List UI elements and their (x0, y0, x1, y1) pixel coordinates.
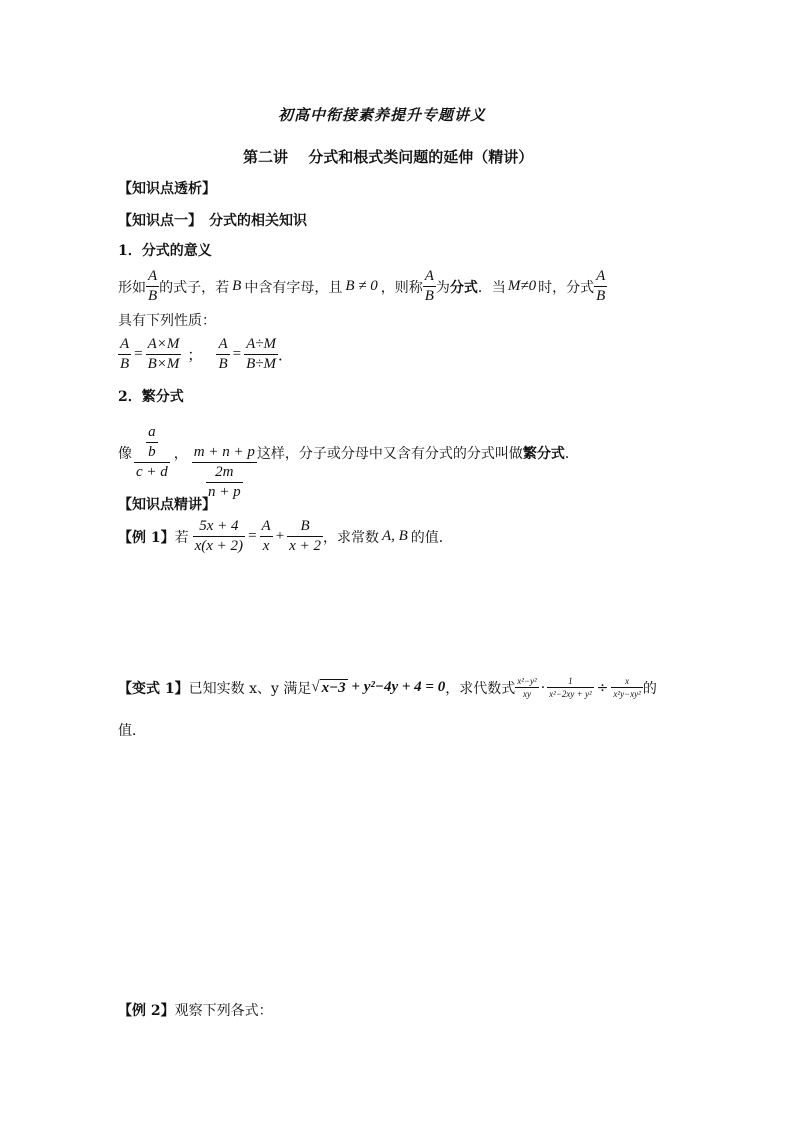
frac-den: B (424, 288, 434, 304)
item2-term: 繁分式 (522, 445, 565, 462)
section-overview: 【知识点透析】 (118, 181, 216, 197)
item1-line2: 具有下列性质： (118, 313, 216, 329)
frac-num: A (261, 518, 271, 534)
example1-p3: 的值． (410, 529, 453, 546)
section-item1: 1．分式的意义 (118, 243, 212, 259)
frac-den: B (120, 356, 130, 372)
frac-den: x²−2xy + y² (549, 689, 592, 699)
frac-den: B÷M (246, 356, 276, 372)
item2-p1: 像 (118, 445, 132, 462)
properties-line (118, 336, 293, 373)
section-point1: 【知识点一】 分式的相关知识 (118, 213, 307, 229)
header-title: 初高中衔接素养提升专题讲义 (278, 106, 487, 124)
example1-lhs (193, 518, 245, 555)
lecture-title: 第二讲 分式和根式类问题的延伸（精讲） (243, 148, 534, 166)
complex1-den: c + d (136, 464, 168, 480)
example1-p2: ，求常数 (322, 529, 379, 546)
frac-num: A (424, 268, 434, 284)
prop2-rhs (244, 336, 278, 373)
fraction-a-over-b-2 (423, 268, 436, 305)
frac-num: a (148, 424, 156, 440)
variant1-frac2 (547, 676, 594, 699)
item2-comma: ， (173, 445, 188, 462)
radicand: x−3 (321, 679, 346, 696)
example2-line (118, 1000, 273, 1020)
variant1-label: 【变式 1】 (118, 680, 189, 697)
example1-vars: A, B (381, 528, 408, 544)
frac-num: B (300, 518, 310, 534)
prop1-rhs (146, 336, 182, 373)
item2-end: ． (564, 445, 579, 462)
prop-end: ． (277, 348, 293, 364)
frac-den: x (262, 538, 270, 554)
variant1-line2: 值． (118, 723, 146, 739)
frac-den: n + p (208, 484, 241, 500)
frac-num: A (148, 268, 158, 284)
prop1-lhs (118, 336, 131, 373)
equation-rest: + y²−4y + 4 = 0 (347, 678, 446, 695)
frac-num: A÷M (246, 336, 276, 352)
item1-term: 分式 (449, 279, 478, 296)
variant1-dot: · (540, 679, 546, 696)
variant1-p1: 已知实数 x、y 满足 (188, 680, 312, 697)
frac-den: B (596, 288, 606, 304)
variant1-equation (311, 679, 445, 697)
frac-num: x²−y² (517, 676, 537, 686)
frac-num: 2m (215, 464, 234, 480)
item1-line1 (118, 268, 607, 305)
frac-num: x (625, 676, 630, 686)
example1-plus: + (275, 528, 285, 544)
item1-p5: 为 (435, 279, 450, 296)
variant1-p2: ，求代数式 (445, 680, 516, 697)
frac-den: x(x + 2) (194, 538, 244, 554)
frac-num: A (596, 268, 606, 284)
frac-den: B (148, 288, 158, 304)
frac-den: B (218, 356, 228, 372)
item2-line (118, 404, 579, 501)
sqrt-expression: √ x−3 (311, 678, 346, 696)
example1-line (118, 518, 453, 555)
frac-den: xy (522, 689, 531, 699)
item1-p4: ，则称 (380, 279, 423, 296)
frac-num: A (218, 336, 228, 352)
prop2-lhs (216, 336, 229, 373)
frac-den: x + 2 (289, 538, 321, 554)
example2-text: 观察下列各式： (174, 1003, 273, 1019)
frac-den: B×M (147, 356, 180, 372)
variant1-frac1 (515, 676, 538, 699)
variant1-line (118, 676, 657, 699)
item1-p3: 中含有字母，且 (244, 279, 343, 296)
item1-p7: 时，分式 (538, 279, 595, 296)
item1-p6: ．当 (477, 279, 506, 296)
fraction-a-over-b (146, 268, 159, 305)
frac-den: x²y−xy² (613, 689, 641, 699)
fraction-a-over-b-3 (594, 268, 607, 305)
item1-p2: 的式子，若 (159, 279, 230, 296)
variant1-div: ÷ (596, 679, 609, 696)
section-explain: 【知识点精讲】 (118, 497, 216, 513)
example1-term1 (260, 518, 273, 555)
item1-b: B (232, 278, 242, 294)
example1-term2 (287, 518, 323, 555)
complex-fraction-1 (134, 424, 170, 481)
frac-num: 5x + 4 (199, 518, 239, 534)
item2-p2: 这样，分子或分母中又含有分式的分式叫做 (256, 445, 523, 462)
variant1-p3: 的 (642, 680, 657, 697)
example1-label: 【例 1】 (118, 529, 175, 546)
prop-sep: ； (187, 348, 203, 364)
example2-label: 【例 2】 (118, 1003, 175, 1019)
prop2-eq: = (232, 346, 242, 362)
variant1-frac3 (611, 676, 642, 699)
frac-num: 1 (568, 676, 573, 686)
example1-p1: 若 (174, 529, 189, 546)
item1-p1: 形如 (118, 279, 146, 296)
frac-num: A (120, 336, 130, 352)
prop1-eq: = (134, 346, 143, 362)
item1-cond2: M≠0 (507, 278, 537, 294)
complex2-num: m + n + p (193, 444, 255, 460)
frac-den: b (148, 444, 156, 460)
complex1-num (144, 424, 160, 461)
item1-cond: B ≠ 0 (345, 278, 378, 294)
section-item2: 2．繁分式 (118, 389, 184, 405)
complex-fraction-2 (192, 444, 257, 501)
example1-eq: = (248, 528, 257, 544)
frac-num: A×M (147, 336, 180, 352)
